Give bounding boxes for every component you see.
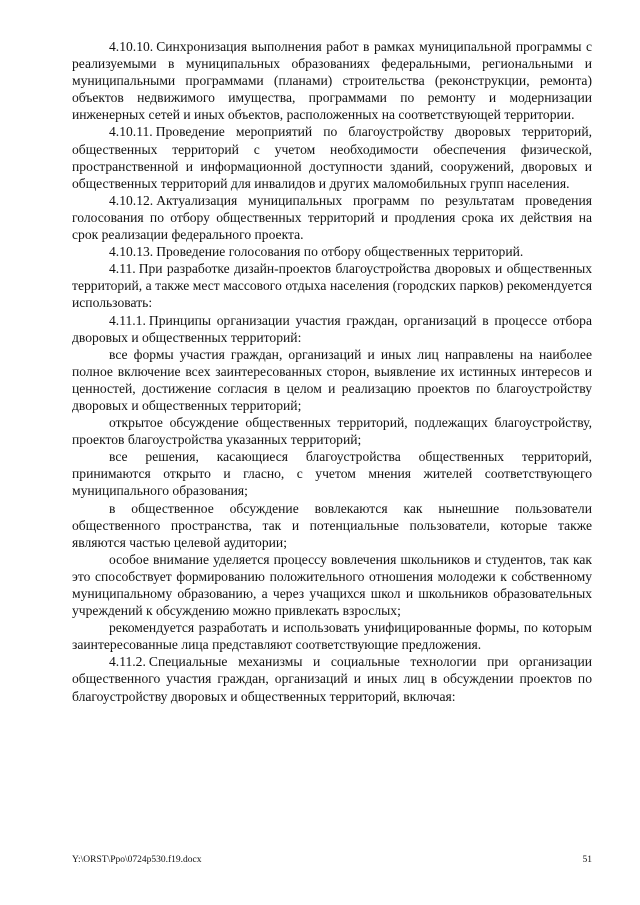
clause-number: 4.11.1. <box>109 312 146 328</box>
clause-number: 4.10.10. <box>109 39 154 54</box>
paragraph-text: При разработке дизайн-проектов благоустройства дворовых и общественных территорий, а также мест массового отдыха населения (городских парков) рекомендуется использовать: <box>72 261 592 311</box>
list-item-participation-forms <box>72 346 592 414</box>
clause-number: 4.11. <box>109 261 136 277</box>
file-path: Y:\ORST\Ppo\0724p530.f19.docx <box>72 855 202 865</box>
paragraph-text: в общественное обсуждение вовлекаются как нынешние пользователи общественного пространства, так и потенциальные пользователи, которые также являются частью целевой аудитории; <box>72 500 592 550</box>
paragraph-text: открытое обсуждение общественных территорий, подлежащих благоустройству, проектов благоустройства указанных территорий; <box>72 415 592 448</box>
paragraph-text: все решения, касающиеся благоустройства общественных территорий, принимаются открыто и гласно, с учетом мнения жителей соответствующего муниципального образования; <box>72 449 592 499</box>
page-number: 51 <box>582 855 592 865</box>
clause-number: 4.11.2. <box>109 654 146 670</box>
clause-number: 4.10.11. <box>109 124 153 140</box>
list-item-users-involvement <box>72 500 592 551</box>
paragraph-text: Принципы организации участия граждан, организаций в процессе отбора дворовых и общественных территорий: <box>72 312 592 345</box>
paragraph-text: особое внимание уделяется процессу вовлечения школьников и студентов, так как это способствует формированию положительного отношения молодежи к собственному муниципальному образованию, а через учащихся школ и школьников образовательных учреждений к обсуждению можно привлекать взрослых; <box>72 551 592 619</box>
clause-number: 4.10.12. <box>109 192 154 208</box>
paragraph-text: рекомендуется разработать и использовать унифицированные формы, по которым заинтересованные лица представляют соответствующие предложения. <box>72 620 592 653</box>
list-item-students-involvement <box>72 551 592 619</box>
paragraph-4-11 <box>72 260 592 311</box>
paragraph-4-11-2 <box>72 653 592 704</box>
list-item-unified-forms <box>72 619 592 653</box>
paragraph-text: Проведение голосования по отбору общественных территорий. <box>156 244 524 260</box>
paragraph-4-10-11 <box>72 123 592 191</box>
paragraph-text: Синхронизация выполнения работ в рамках муниципальной программы с реализуемыми в муниципальных образованиях федеральными, региональными и муниципальными программами (планами) строительства (реконструкции, ремонта) объектов недвижимого имущества, программами по ремонту и модернизации инженерных сетей и иных объектов, расположенных на соответствующей территории. <box>72 39 592 123</box>
paragraph-4-10-13 <box>72 243 592 260</box>
paragraph-4-11-1 <box>72 312 592 346</box>
paragraph-text: Специальные механизмы и социальные технологии при организации общественного участия граждан, организаций и иных лиц в обсуждении проектов по благоустройству дворовых и общественных территорий, включая: <box>72 654 592 704</box>
list-item-open-decisions <box>72 448 592 499</box>
clause-number: 4.10.13. <box>109 244 154 260</box>
list-item-open-discussion <box>72 414 592 448</box>
document-body <box>72 38 592 705</box>
paragraph-text: Проведение мероприятий по благоустройству дворовых территорий, общественных территорий с учетом необходимости обеспечения физической, пространственной и информационной доступности зданий, сооружений, дворовых и общественных территорий для инвалидов и других маломобильных групп населения. <box>72 124 592 191</box>
paragraph-text: все формы участия граждан, организаций и иных лиц направлены на наиболее полное включение всех заинтересованных сторон, выявление их истинных интересов и ценностей, достижение согласия в целом и реализацию проектов по благоустройству дворовых и общественных территорий; <box>72 346 592 413</box>
paragraph-4-10-10 <box>72 38 592 123</box>
paragraph-4-10-12 <box>72 192 592 243</box>
paragraph-text: Актуализация муниципальных программ по результатам проведения голосования по отбору общественных территорий и продления срока их действия на срок реализации федерального проекта. <box>72 192 592 243</box>
